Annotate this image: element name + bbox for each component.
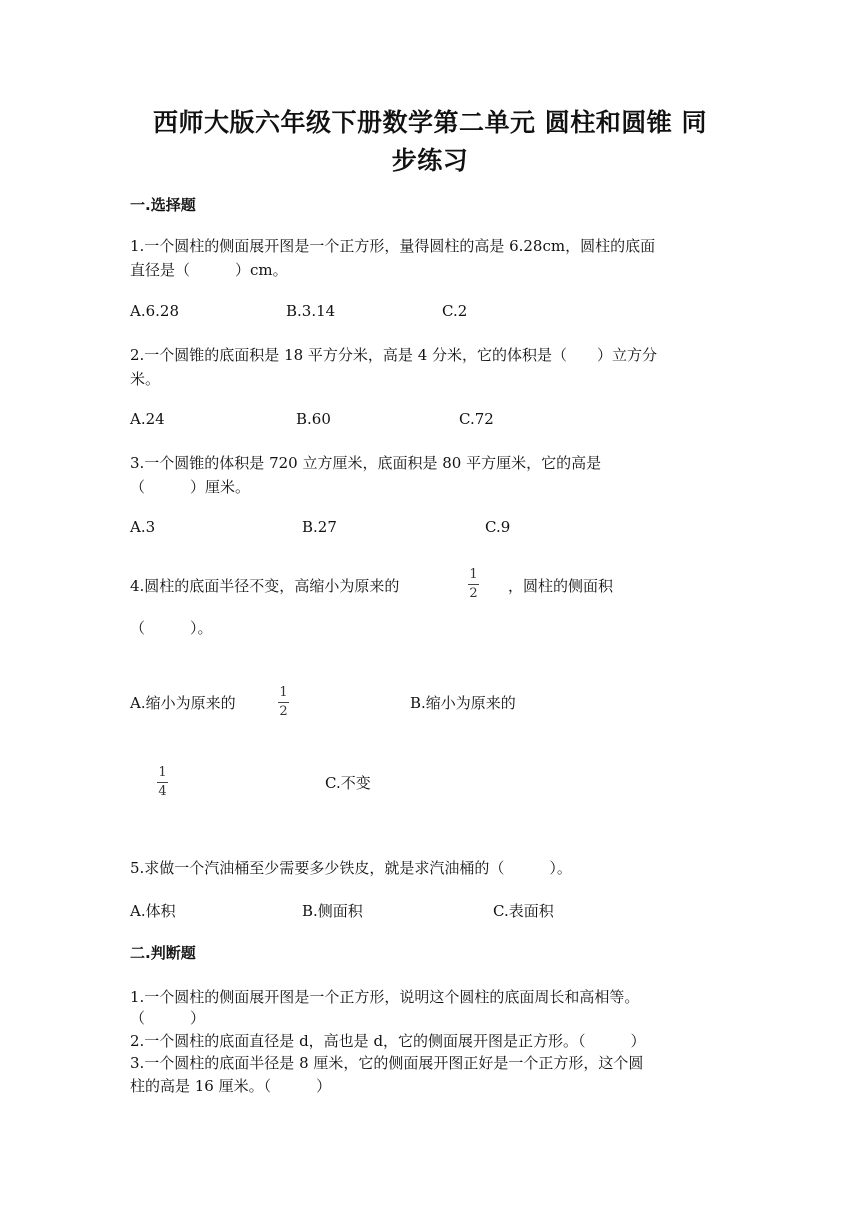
question-1-option-b: B.3.14 (286, 302, 336, 320)
fraction-denominator: 4 (158, 784, 167, 799)
question-1-option-c: C.2 (442, 302, 468, 320)
question-2-option-c: C.72 (459, 410, 494, 428)
judgement-2-line-1: 2.一个圆柱的底面直径是 d，高也是 d，它的侧面展开图是正方形。（ ） (130, 1032, 646, 1050)
title-line-2: 步练习 (391, 146, 469, 175)
fraction-bar (468, 584, 479, 585)
title-line-1: 西师大版六年级下册数学第二单元 圆柱和圆锥 同 (153, 108, 707, 137)
question-5-option-b: B.侧面积 (302, 902, 363, 920)
question-2-option-b: B.60 (296, 410, 331, 428)
fraction-denominator: 2 (279, 704, 288, 719)
fraction-numerator: 1 (469, 567, 478, 582)
fraction-numerator: 1 (158, 765, 167, 780)
question-2-line-2: 米。 (130, 370, 161, 388)
question-4-line-2: （ ）。 (130, 619, 213, 637)
question-4-text-continued: ，圆柱的侧面积 (508, 577, 614, 595)
question-5-text: 5.求做一个汽油桶至少需要多少铁皮，就是求汽油桶的（ ）。 (130, 859, 572, 877)
question-2-option-a: A.24 (130, 410, 165, 428)
fraction-bar (157, 782, 168, 783)
section-heading-choice: 一.选择题 (130, 196, 196, 214)
judgement-1-line-2: （ ） (130, 1009, 206, 1027)
question-5-option-a: A.体积 (130, 902, 176, 920)
question-4-text: 4.圆柱的底面半径不变，高缩小为原来的 (130, 577, 400, 595)
question-5-option-c: C.表面积 (493, 902, 554, 920)
question-1-option-a: A.6.28 (130, 302, 179, 320)
question-1-line-2: 直径是（ ）cm。 (130, 261, 288, 279)
section-heading-judgement: 二.判断题 (130, 944, 196, 962)
fraction-numerator: 1 (279, 685, 288, 700)
question-1-line-1: 1.一个圆柱的侧面展开图是一个正方形，量得圆柱的高是 6.28cm，圆柱的底面 (130, 237, 656, 255)
fraction-bar (278, 702, 289, 703)
question-3-line-1: 3.一个圆锥的体积是 720 立方厘米，底面积是 80 平方厘米，它的高是 (130, 454, 602, 472)
question-4-option-b-fraction (157, 766, 168, 799)
question-3-line-2: （ ）厘米。 (130, 478, 251, 496)
question-4-option-a-fraction (278, 686, 289, 719)
question-2-line-1: 2.一个圆锥的底面积是 18 平方分米，高是 4 分米，它的体积是（ ）立方分 (130, 346, 658, 364)
question-3-option-a: A.3 (130, 518, 156, 536)
question-4-option-b: B.缩小为原来的 (410, 694, 516, 712)
question-4-fraction (468, 568, 479, 601)
page-title (80, 104, 780, 180)
judgement-3-line-1: 3.一个圆柱的底面半径是 8 厘米，它的侧面展开图正好是一个正方形，这个圆 (130, 1054, 644, 1072)
fraction-denominator: 2 (469, 586, 478, 601)
question-4-option-a: A.缩小为原来的 (130, 694, 236, 712)
judgement-1-line-1: 1.一个圆柱的侧面展开图是一个正方形，说明这个圆柱的底面周长和高相等。 (130, 988, 640, 1006)
judgement-3-line-2: 柱的高是 16 厘米。（ ） (130, 1077, 332, 1095)
question-4-option-c: C.不变 (325, 774, 371, 792)
question-3-option-c: C.9 (485, 518, 511, 536)
question-3-option-b: B.27 (302, 518, 337, 536)
